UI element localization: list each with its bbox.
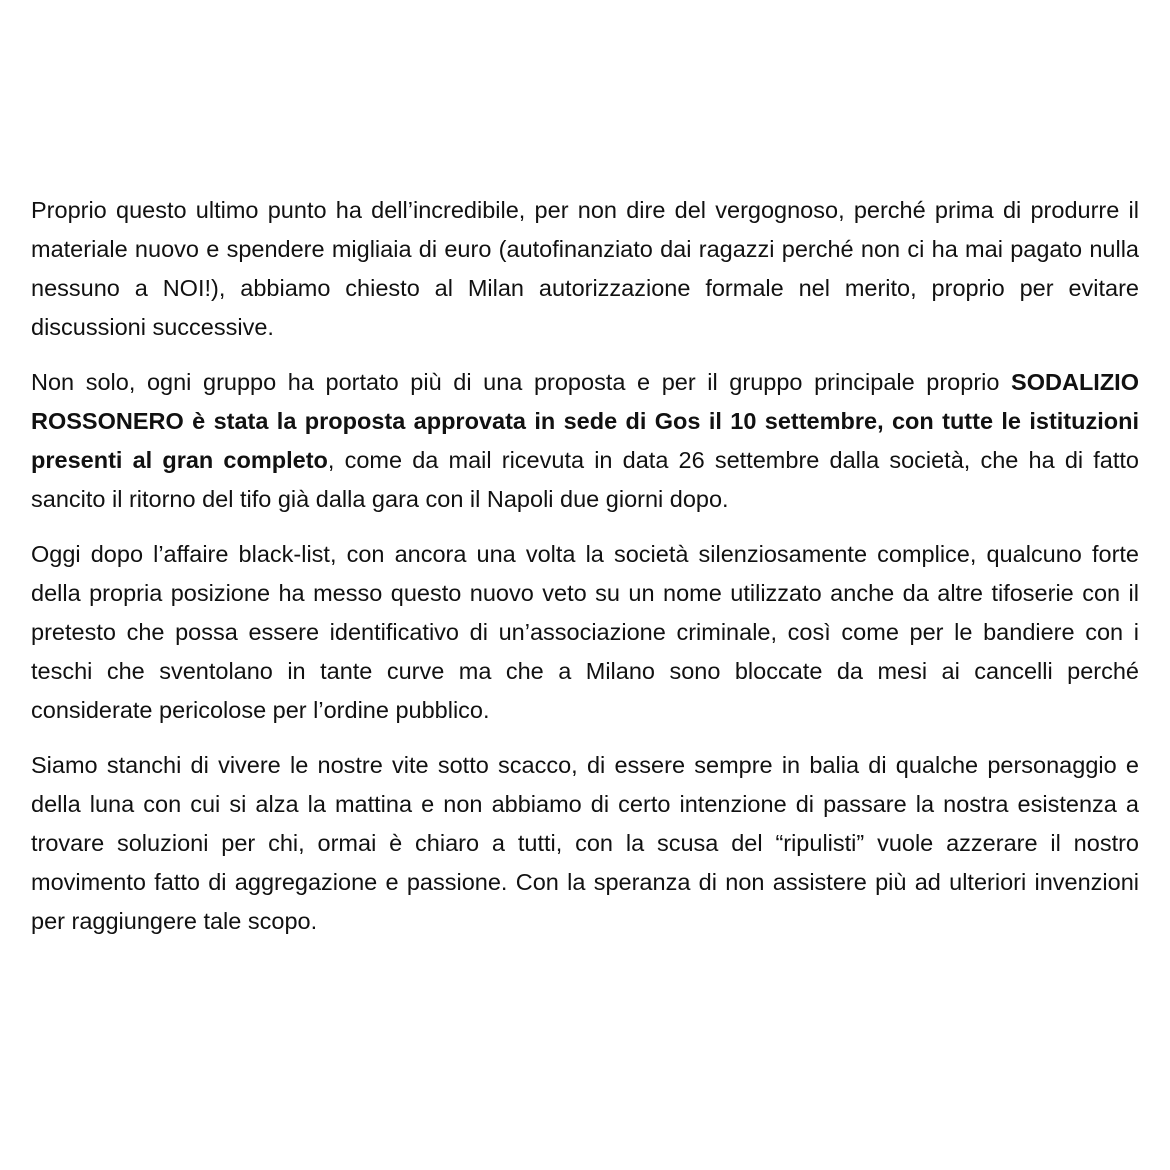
paragraph-4: Siamo stanchi di vivere le nostre vite sotto scacco, di essere sempre in balia di qualche personaggio e della luna con cui si alza la mattina e non abbiamo di certo intenzione di passare la nostra esistenza a trovare soluzioni per chi, ormai è chiaro a tutti, con la scusa del “ripulisti” vuole azzerare il nostro movimento fatto di aggregazione e passione. Con la speranza di non assistere più ad ulteriori invenzioni per raggiungere tale scopo. <box>31 752 1139 934</box>
paragraph-2-intro: Non solo, ogni gruppo ha portato più di una proposta e per il gruppo principale proprio <box>31 369 1012 395</box>
document-body <box>31 191 1139 941</box>
paragraph-1: Proprio questo ultimo punto ha dell’incredibile, per non dire del vergognoso, perché prima di produrre il materiale nuovo e spendere migliaia di euro (autofinanziato dai ragazzi perché non ci ha mai pagato nulla nessuno a NOI!), abbiamo chiesto al Milan autorizzazione formale nel merito, proprio per evitare discussioni successive. <box>31 197 1139 340</box>
paragraph-2-bold-highlight: SODALIZIO ROSSONERO è stata la proposta approvata in sede di Gos il 10 settembre, con tutte le istituzioni presenti al gran completo <box>31 369 1139 473</box>
paragraph-3: Oggi dopo l’affaire black-list, con ancora una volta la società silenziosamente complice, qualcuno forte della propria posizione ha messo questo nuovo veto su un nome utilizzato anche da altre tifoserie con il pretesto che possa essere identificativo di un’associazione criminale, così come per le bandiere con i teschi che sventolano in tante curve ma che a Milano sono bloccate da mesi ai cancelli perché considerate pericolose per l’ordine pubblico. <box>31 541 1139 723</box>
paragraph-2-outro: , come da mail ricevuta in data 26 settembre dalla società, che ha di fatto sancito il ritorno del tifo già dalla gara con il Napoli due giorni dopo. <box>31 447 1139 512</box>
paragraph-2 <box>31 363 1139 519</box>
